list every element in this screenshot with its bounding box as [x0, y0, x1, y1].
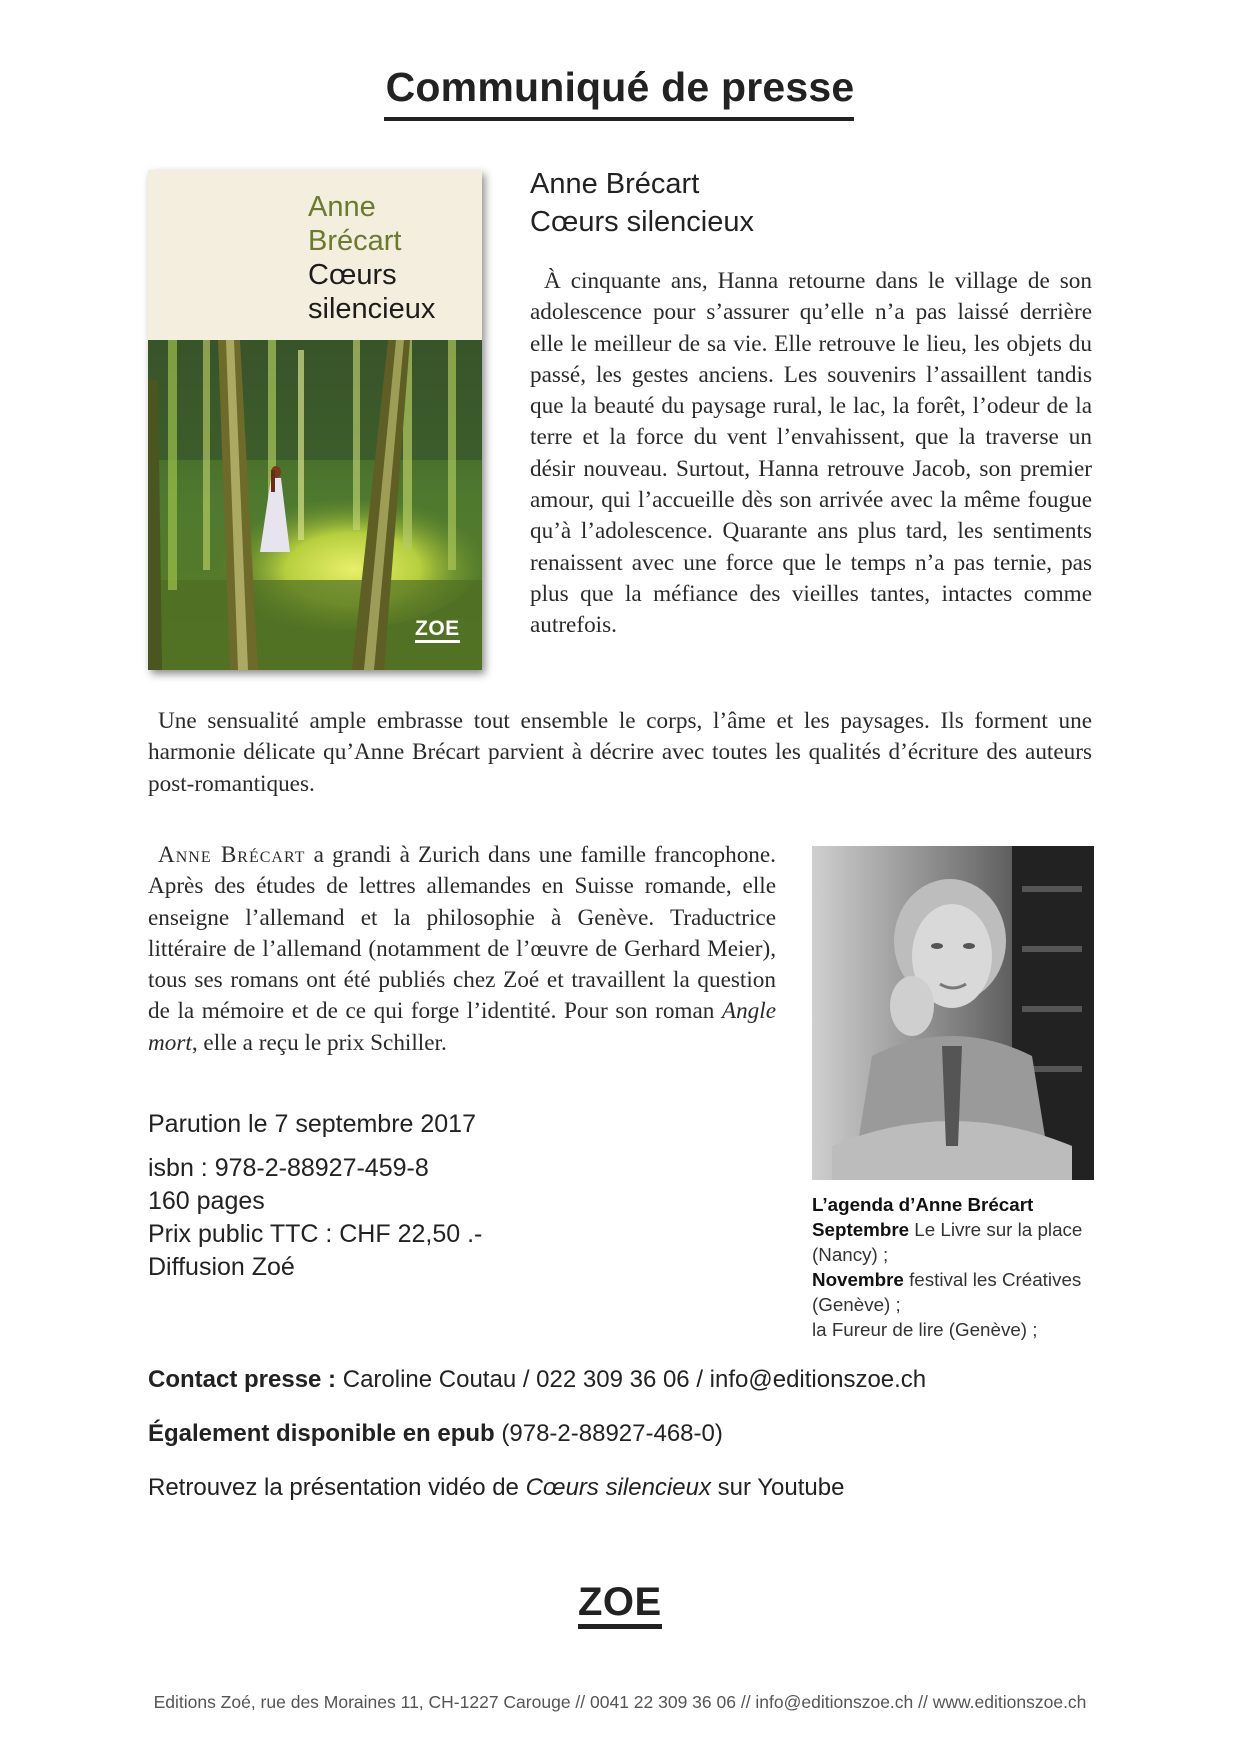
- synopsis-paragraph: À cinquante ans, Hanna retourne dans le village de son adolescence pour s’assurer qu’elle n’a pas laissé derrière elle le meilleur de sa vie. Elle retrouve le lieu, les objets du passé, les gestes anciens. Les souvenirs l’assaillent tandis que la beauté du paysage rural, le lac, la forêt, l’odeur de la terre et la force du vent l’envahissent, que la traverse un désir nouveau. Surtout, Hanna retrouve Jacob, son premier amour, qui l’accueille dès son arrivée avec la même fougue qu’à l’adolescence. Quarante ans plus tard, les sentiments renaissent avec une force que le temps n’a pas ternie, pas plus que la méfiance des vieilles tantes, intactes comme autrefois.: [530, 268, 1092, 639]
- agenda-event-september: Le Livre sur la place (Nancy) ;: [812, 1219, 1083, 1265]
- agenda-heading: L’agenda d’Anne Brécart: [812, 1194, 1034, 1215]
- distribution: Diffusion Zoé: [148, 1253, 295, 1281]
- video-presentation: [148, 1474, 844, 1502]
- press-contact-value: Caroline Coutau / 022 309 36 06 / info@editionszoe.ch: [336, 1366, 927, 1393]
- agenda-event-fureur: la Fureur de lire (Genève) ;: [812, 1319, 1038, 1340]
- author-bio: [148, 840, 776, 1059]
- page-count: 160 pages: [148, 1187, 265, 1215]
- book-author: Anne Brécart: [530, 168, 700, 200]
- cover-title-line2: silencieux: [308, 293, 436, 325]
- video-suffix: sur Youtube: [710, 1474, 845, 1501]
- author-agenda: [812, 1192, 1102, 1342]
- price: Prix public TTC : CHF 22,50 .-: [148, 1220, 483, 1248]
- book-cover: [148, 170, 482, 670]
- press-contact: [148, 1366, 926, 1394]
- bio-novel-title: Angle mort: [148, 998, 776, 1056]
- review-paragraph: Une sensualité ample embrasse tout ensemble le corps, l’âme et les paysages. Ils forment une harmonie délicate qu’Anne Brécart parvient à décrire avec toutes les qualités d’écriture des auteurs post-romantiques.: [148, 708, 1092, 797]
- book-title: Cœurs silencieux: [530, 206, 754, 238]
- bio-text-part2: , elle a reçu le prix Schiller.: [191, 1029, 447, 1056]
- publication-details: [148, 1152, 482, 1284]
- cover-title-line1: Cœurs: [308, 259, 397, 291]
- page-title: Communiqué de presse: [385, 64, 855, 110]
- footer-address: Editions Zoé, rue des Moraines 11, CH-1227 Carouge // 0041 22 309 36 06 // info@editionszoe.ch // www.editionszoe.ch: [153, 1692, 1087, 1712]
- footer-publisher-logo: ZOE: [578, 1580, 662, 1624]
- title-underline: [384, 117, 854, 121]
- agenda-event-november: festival les Créatives (Genève) ;: [812, 1269, 1082, 1315]
- bio-author-name: Anne Brécart: [158, 842, 306, 868]
- epub-label: Également disponible en epub: [148, 1420, 495, 1447]
- isbn: isbn : 978-2-88927-459-8: [148, 1154, 429, 1182]
- author-photo: [812, 846, 1094, 1180]
- agenda-month-september: Septembre: [812, 1219, 910, 1240]
- cover-publisher-logo: ZOE: [415, 618, 460, 643]
- video-prefix: Retrouvez la présentation vidéo de: [148, 1474, 526, 1501]
- footer-logo-underline: [578, 1624, 662, 1629]
- video-book-title: Cœurs silencieux: [525, 1474, 711, 1501]
- bio-text-part1: a grandi à Zurich dans une famille francophone. Après des études de lettres allemandes en Suisse romande, elle enseigne l’allemand et la philosophie à Genève. Traductrice littéraire de l’allemand (notamment de l’œuvre de Gerhard Meier), tous ses romans ont été publiés chez Zoé et travaillent la question de la mémoire et de ce qui forge l’identité. Pour son roman: [148, 842, 776, 1025]
- press-contact-label: Contact presse :: [148, 1366, 337, 1393]
- cover-author-first: Anne: [308, 191, 376, 223]
- epub-isbn: (978-2-88927-468-0): [494, 1420, 723, 1447]
- cover-author-last: Brécart: [308, 225, 402, 257]
- agenda-month-november: Novembre: [812, 1269, 904, 1290]
- epub-availability: [148, 1420, 723, 1448]
- release-date: Parution le 7 septembre 2017: [148, 1110, 476, 1138]
